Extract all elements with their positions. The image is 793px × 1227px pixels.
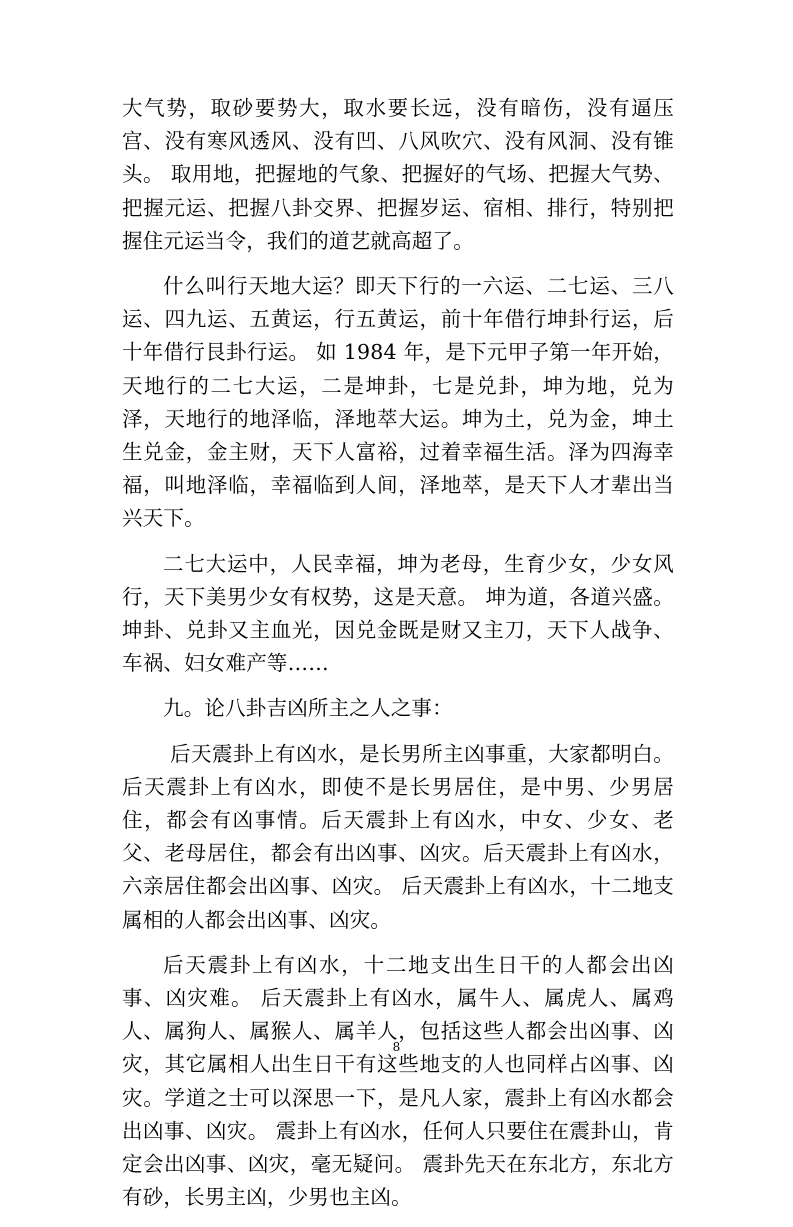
document-body — [122, 92, 674, 1227]
paragraph-3: 二七大运中，人民幸福，坤为老母，生育少女，少女风行，天下美男少女有权势，这是天意。 坤为道，各道兴盛。坤卦、兑卦又主血光，因兑金既是财又主刀，天下人战争、车祸、妇女难产等…… — [122, 551, 674, 676]
section-heading: 九。论八卦吉凶所主之人之事： — [163, 696, 453, 721]
paragraph-4: 后天震卦上有凶水，是长男所主凶事重，大家都明白。 后天震卦上有凶水，即使不是长男居住，是中男、少男居住，都会有凶事情。后天震卦上有凶水，中女、少女、老父、老母居住，都会有出凶事、凶灾。后天震卦上有凶水，六亲居住都会出凶事、凶灾。 后天震卦上有凶水，十二地支属相的人都会出凶事、凶灾。 — [122, 741, 674, 932]
paragraph-1: 大气势，取砂要势大，取水要长远，没有暗伤，没有逼压宫、没有寒风透风、没有凹、八风吹穴、没有风洞、没有锥头。 取用地，把握地的气象、把握好的气场、把握大气势、把握元运、把握八卦交界、把握岁运、宿相、排行，特别把握住元运当令，我们的道艺就高超了。 — [122, 96, 674, 253]
paragraph-5: 后天震卦上有凶水，十二地支出生日干的人都会出凶事、凶灾难。 后天震卦上有凶水，属牛人、属虎人、属鸡人、属狗人、属猴人、属羊人，包括这些人都会出凶事、凶灾，其它属相人出生日干有这些地支的人也同样占凶事、凶灾。学道之士可以深思一下，是凡人家，震卦上有凶水都会出凶事、凶灾。 震卦上有凶水，任何人只要住在震卦山，肯定会出凶事、凶灾，毫无疑问。 震卦先天在东北方，东北方有砂，长男主凶，少男也主凶。 — [122, 952, 674, 1210]
page-number: 8 — [392, 1040, 401, 1054]
paragraph-2: 什么叫行天地大运？即天下行的一六运、二七运、三八运、四九运、五黄运，行五黄运，前十年借行坤卦行运，后十年借行艮卦行运。 如 1984 年，是下元甲子第一年开始，天地行的二七大运，二是坤卦，七是兑卦，坤为地，兑为泽，天地行的地泽临，泽地萃大运。坤为土，兑为金，坤土生兑金，金主财，天下人富裕，过着幸福生活。泽为四海幸福，叫地泽临，幸福临到人间，泽地萃，是天下人才辈出当兴天下。 — [122, 274, 674, 531]
